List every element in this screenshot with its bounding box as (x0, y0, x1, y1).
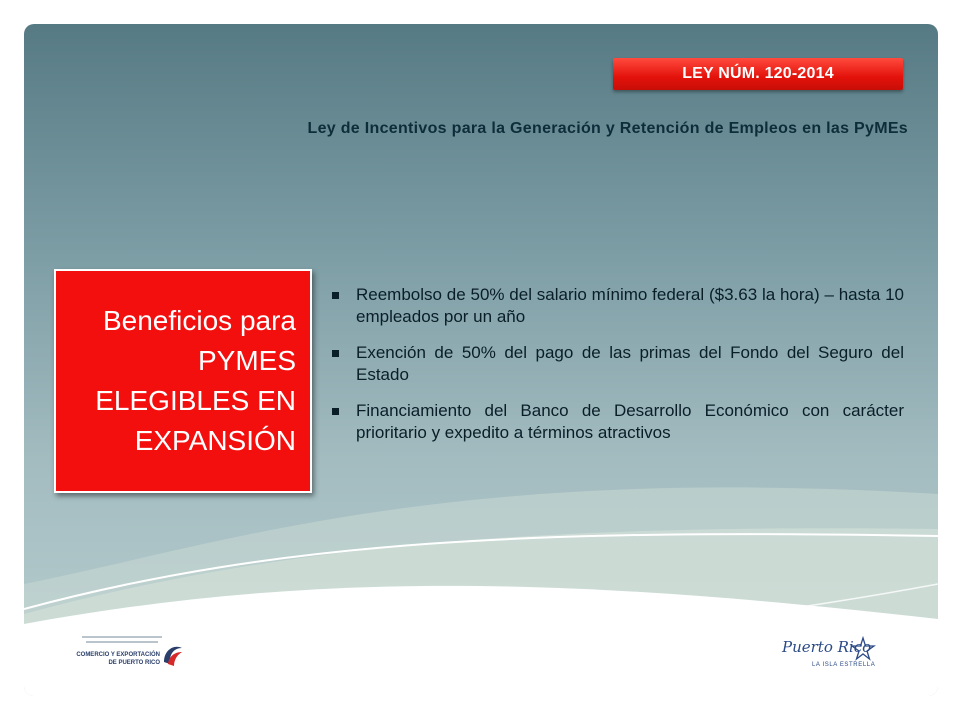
benefits-title (95, 301, 296, 461)
list-item-text: Financiamiento del Banco de Desarrollo Económico con carácter prioritario y expedito a términos atractivos (356, 401, 904, 442)
benefits-box (54, 269, 312, 493)
benefits-title-line: Beneficios para (102, 305, 296, 336)
list-item-text: Reembolso de 50% del salario mínimo federal ($3.63 la hora) – hasta 10 empleados por un año (356, 285, 904, 326)
law-number-text: LEY NÚM. 120-2014 (682, 65, 834, 82)
commerce-export-logo (74, 632, 184, 676)
square-bullet-icon (332, 292, 339, 299)
square-bullet-icon (332, 408, 339, 415)
logo-text-line: COMERCIO Y EXPORTACIÓN (76, 652, 160, 658)
puerto-rico-brand-logo (782, 636, 882, 676)
logo-tagline: LA ISLA ESTRELLA (812, 662, 876, 668)
law-subtitle: Ley de Incentivos para la Generación y Retención de Empleos en las PyMEs (307, 120, 908, 137)
swoosh-logo-icon (160, 642, 184, 668)
benefits-title-line: ELEGIBLES EN (95, 385, 296, 416)
logo-fine-print-line (82, 636, 162, 638)
logo-fine-print-line (86, 641, 158, 643)
benefits-title-line: EXPANSIÓN (134, 425, 296, 456)
benefits-list (330, 284, 904, 458)
logo-text-line: DE PUERTO RICO (108, 660, 160, 666)
law-number-badge (613, 58, 903, 90)
logo-script-text: Puerto Rico (782, 638, 872, 656)
list-item-text: Exención de 50% del pago de las primas del Fondo del Seguro del Estado (356, 343, 904, 384)
star-logo-icon (850, 636, 876, 662)
square-bullet-icon (332, 350, 339, 357)
list-item (330, 400, 904, 444)
benefits-title-line: PYMES (197, 345, 296, 376)
list-item (330, 284, 904, 328)
list-item (330, 342, 904, 386)
